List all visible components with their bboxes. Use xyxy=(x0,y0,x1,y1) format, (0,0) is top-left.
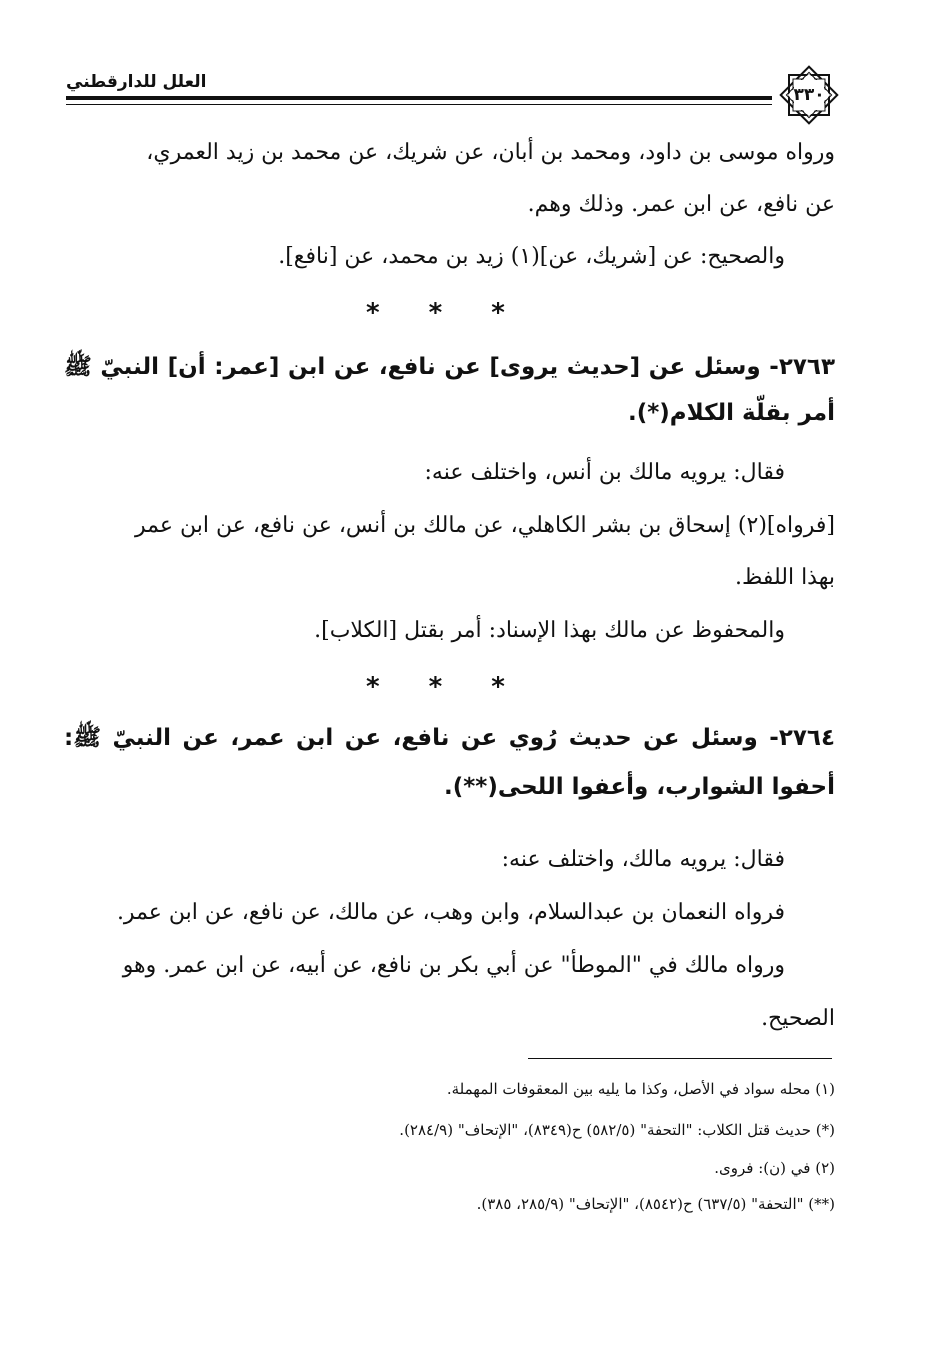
footnote: (**) "التحفة" (٦٣٧/٥) ح(٨٥٤٢)، "الإتحاف" (٢٨٥/٩، ٣٨٥). xyxy=(476,1195,835,1213)
header-rule-thick xyxy=(66,96,772,100)
paragraph-line: والمحفوظ عن مالك بهذا الإسناد: أمر بقتل [الكلاب]. xyxy=(314,618,785,643)
entry-heading-2764-cont: أحفوا الشوارب، وأعفوا اللحى(**). xyxy=(444,774,835,800)
paragraph-line: الصحيح. xyxy=(761,1006,835,1031)
page-header xyxy=(66,58,840,130)
footnote: (*) حديث قتل الكلاب: "التحفة" (٥٨٢/٥) ح(٨٣٤٩)، "الإتحاف" (٢٨٤/٩). xyxy=(399,1121,835,1139)
footnote: (١) محله سواد في الأصل، وكذا ما يليه بين المعقوفات المهملة. xyxy=(446,1080,835,1098)
paragraph-line: ورواه موسى بن داود، ومحمد بن أبان، عن شريك، عن محمد بن زيد العمري، xyxy=(146,140,835,165)
book-title: العلل للدارقطني xyxy=(66,72,207,92)
section-separator: * * * xyxy=(366,298,505,328)
paragraph-line: فقال: يرويه مالك بن أنس، واختلف عنه: xyxy=(424,460,785,485)
paragraph-line: بهذا اللفظ. xyxy=(734,565,835,590)
paragraph-line: عن نافع، عن ابن عمر. وذلك وهم. xyxy=(527,192,835,217)
footnote-rule xyxy=(528,1058,832,1059)
entry-heading-2763: ٢٧٦٣- وسئل عن [حديث يروى] عن نافع، عن ابن [عمر: أن] النبيّ ﷺ xyxy=(64,354,835,380)
page-number: ٣٣٠ xyxy=(793,85,825,105)
paragraph-line: فقال: يرويه مالك، واختلف عنه: xyxy=(501,847,785,872)
entry-heading-2763-cont: أمر بقلّة الكلام(*). xyxy=(628,400,835,426)
paragraph-line: [فرواه](٢) إسحاق بن بشر الكاهلي، عن مالك بن أنس، عن نافع، عن ابن عمر xyxy=(135,513,835,538)
paragraph-line: ورواه مالك في "الموطأ" عن أبي بكر بن نافع، عن أبيه، عن ابن عمر. وهو xyxy=(122,953,785,978)
paragraph-line: والصحيح: عن [شريك، عن](١) زيد بن محمد، عن [نافع]. xyxy=(278,244,785,269)
paragraph-line: فرواه النعمان بن عبدالسلام، وابن وهب، عن مالك، عن نافع، عن ابن عمر. xyxy=(116,900,785,925)
entry-heading-2764: ٢٧٦٤- وسئل عن حديث رُوي عن نافع، عن ابن عمر، عن النبيّ ﷺ: xyxy=(64,725,835,751)
page-number-badge xyxy=(778,64,840,126)
section-separator: * * * xyxy=(366,672,505,702)
header-rule-thin xyxy=(66,104,772,105)
footnote: (٢) في (ن): فروى. xyxy=(714,1159,835,1177)
